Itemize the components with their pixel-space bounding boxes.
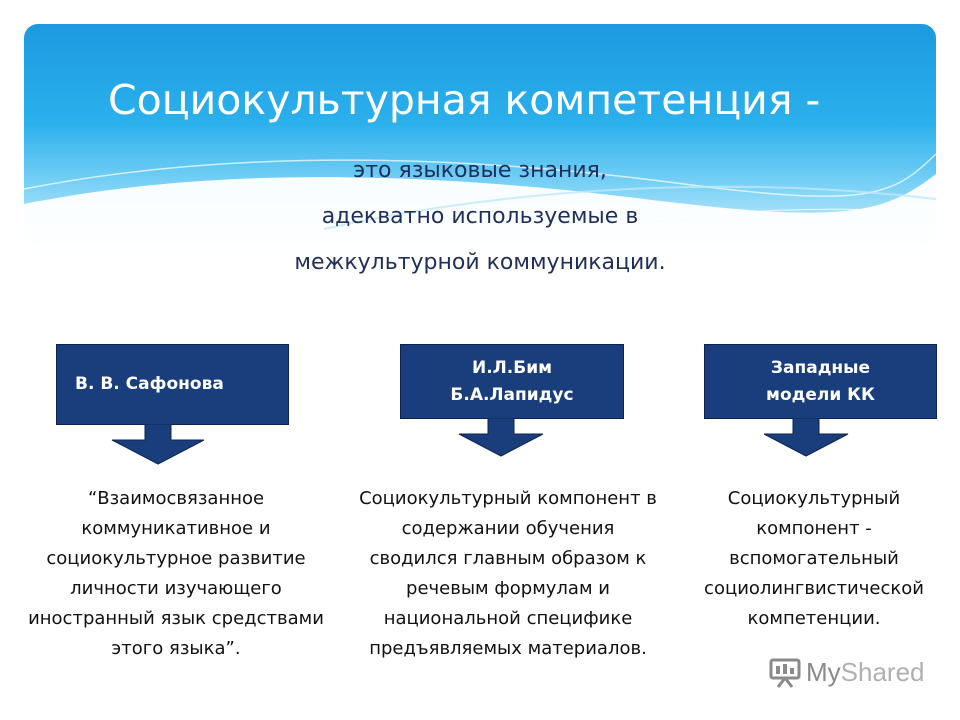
subtitle-line: адекватно используемые в (321, 204, 639, 229)
description-line: Социокультурный (727, 488, 901, 509)
down-arrow-icon (108, 424, 208, 466)
watermark-brand-shared: Shared (840, 656, 925, 687)
description-line: содержании обучения (401, 518, 615, 539)
slide-title: Социокультурная компетенция - (108, 76, 821, 124)
box-label: Западные (770, 357, 871, 378)
box-label: И.Л.Бим (471, 357, 553, 378)
myshared-watermark (768, 656, 925, 688)
description-bim-lapidus (342, 484, 674, 664)
subtitle-line: это языковые знания, (353, 158, 607, 183)
description-line: предъявляемых материалов. (369, 638, 647, 659)
slide-subtitle (0, 148, 960, 286)
down-arrow-icon (760, 418, 852, 458)
description-line: личности изучающего (70, 578, 282, 599)
description-western-models (686, 484, 942, 634)
subtitle-line: межкультурной коммуникации. (294, 250, 666, 275)
description-safonova (12, 484, 340, 664)
description-line: этого языка”. (111, 638, 241, 659)
watermark-brand-my: My (806, 656, 841, 687)
description-line: вспомогательный (729, 548, 899, 569)
western-models-box (704, 344, 937, 419)
description-line: национальной специфике (383, 608, 633, 629)
box-label: Б.А.Лапидус (450, 384, 574, 405)
author-box-safonova (56, 344, 289, 425)
description-line: иностранный язык средствами (28, 608, 324, 629)
description-line: социолингвистической (704, 578, 924, 599)
down-arrow-icon (455, 418, 547, 458)
description-line: Социокультурный компонент в (359, 488, 657, 509)
description-line: сводился главным образом к (369, 548, 647, 569)
presentation-board-icon (768, 656, 802, 688)
description-line: компонент - (756, 518, 872, 539)
description-line: коммуникативное и (81, 518, 271, 539)
description-line: речевым формулам и (406, 578, 610, 599)
box-label: В. В. Сафонова (75, 374, 224, 394)
author-box-bim-lapidus (400, 344, 624, 419)
description-line: социокультурное развитие (46, 548, 306, 569)
description-line: компетенции. (747, 608, 881, 629)
box-label: модели КК (766, 384, 875, 405)
description-line: “Взаимосвязанное (87, 488, 265, 509)
